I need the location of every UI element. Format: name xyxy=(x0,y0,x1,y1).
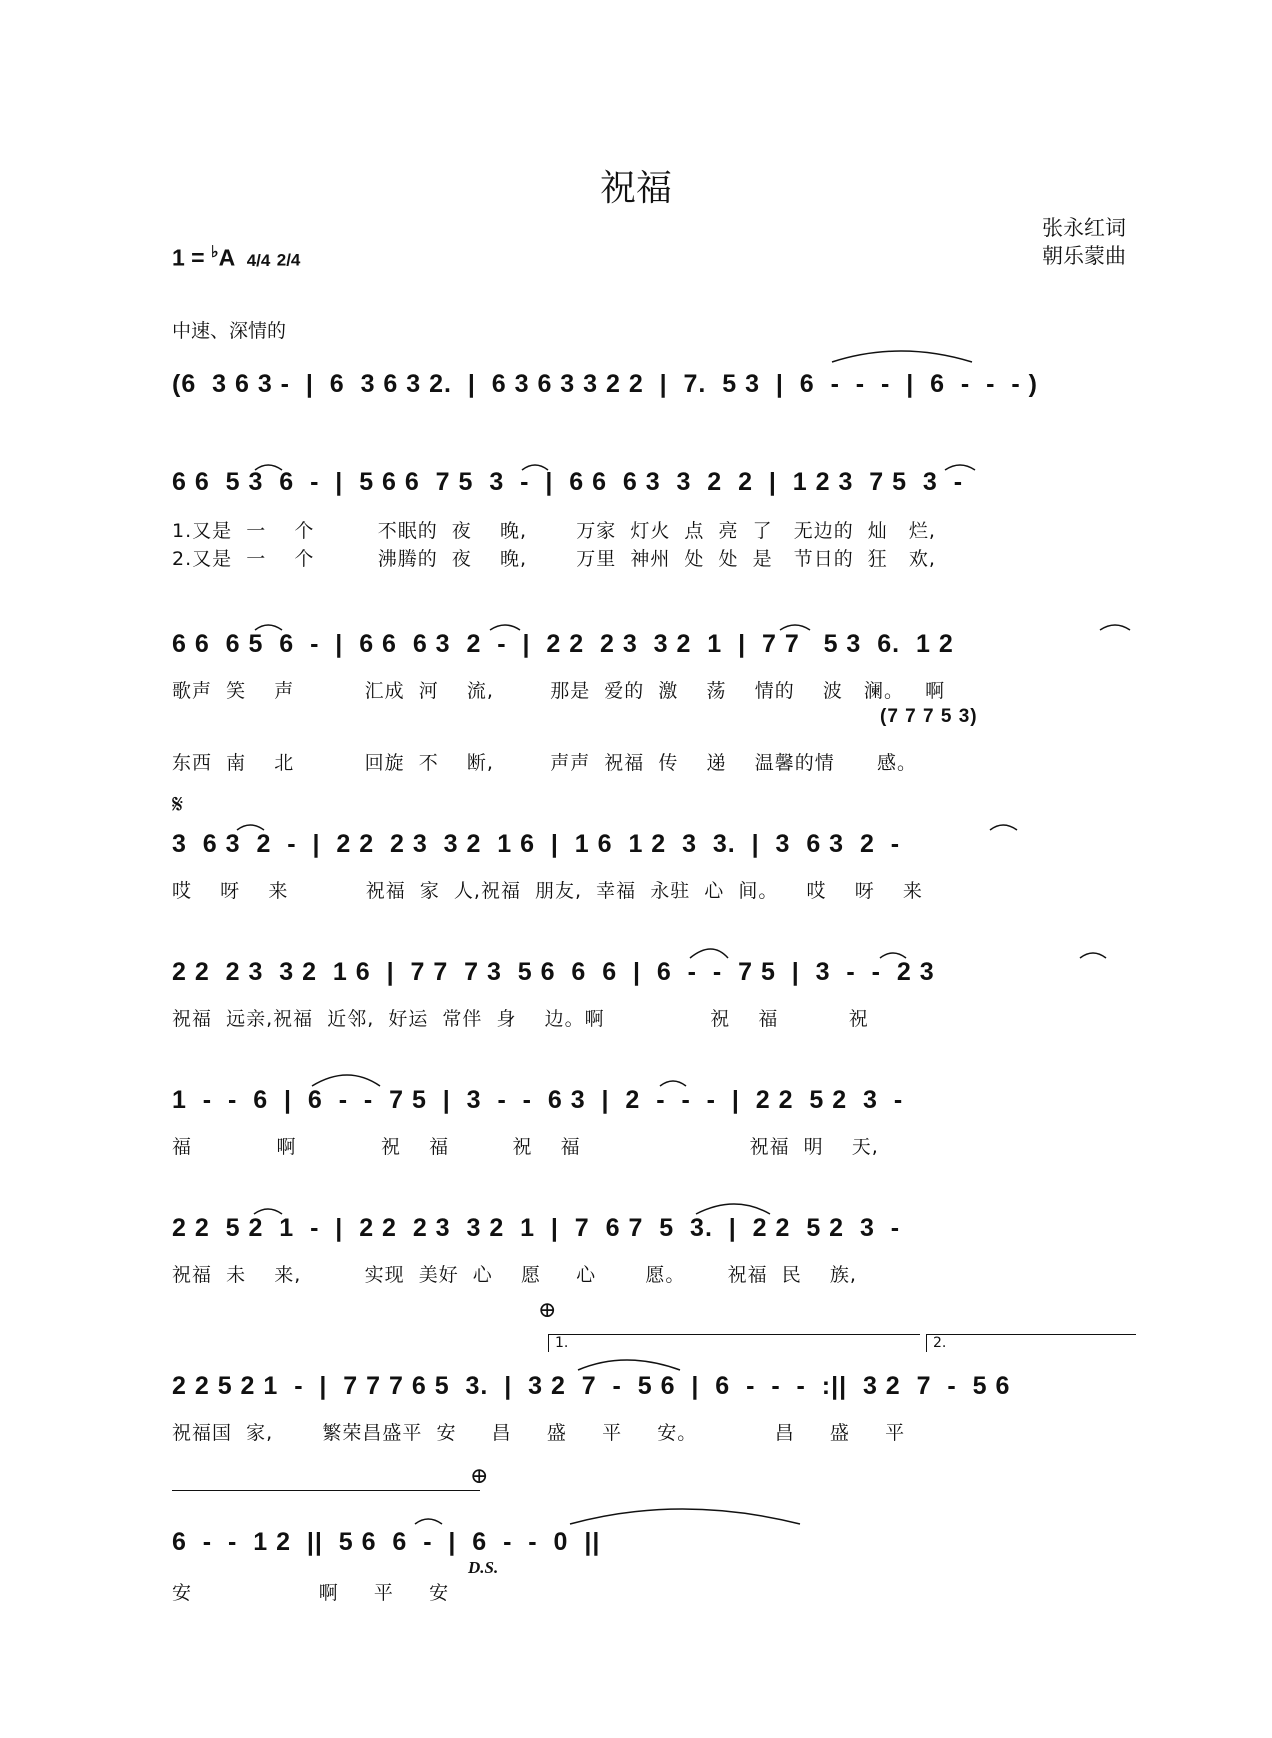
lyricist-credit: 张永红词 xyxy=(1042,216,1126,240)
volta-2: 2. xyxy=(926,1334,1136,1352)
lyrics-row-3-verse-1: 歌声 笑 声 汇成 河 流, 那是 爱的 激 荡 情的 波 澜。 啊 xyxy=(172,680,946,702)
notation-row-7: 2 2 5 2 1 - | 2 2 2 3 3 2 1 | 7 6 7 5 3. | 2 2 5 2 3 - xyxy=(172,1214,901,1242)
key-signature: 1 = ♭A 4/4 2/4 xyxy=(172,244,301,271)
dal-segno-mark: D.S. xyxy=(468,1558,499,1577)
lyrics-row-3-verse-2: 东西 南 北 回旋 不 断, 声声 祝福 传 递 温馨的情 感。 xyxy=(172,752,917,774)
lyrics-row-5: 祝福 远亲,祝福 近邻, 好运 常伴 身 边。啊 祝 福 祝 xyxy=(172,1008,869,1030)
segno-sign: 𝄋 xyxy=(172,790,184,820)
notation-row-3: 6 6 6 5 6 - | 6 6 6 3 2 - | 2 2 2 3 3 2 1 | 7 7 5 3 6. 1 2 xyxy=(172,630,954,658)
notation-row-1: (6 3 6 3 - | 6 3 6 3 2. | 6 3 6 3 3 2 2 | 7. 5 3 | 6 - - - | 6 - - - ) xyxy=(172,370,1038,398)
lyrics-row-8: 祝福国 家, 繁荣昌盛平 安 昌 盛 平 安。 昌 盛 平 xyxy=(172,1422,906,1444)
coda-line xyxy=(172,1490,480,1491)
composer-credit: 朝乐蒙曲 xyxy=(1042,244,1126,268)
lyrics-row-9: 安 啊 平 安 xyxy=(172,1582,450,1604)
notation-row-9: 6 - - 1 2 || 5 6 6 - | 6 - - 0 || xyxy=(172,1528,601,1556)
alternate-notes: (7 7 7 5 3) xyxy=(880,706,978,727)
time-signature-2: 2/4 xyxy=(276,250,301,270)
lyrics-row-4: 哎 呀 来 祝福 家 人,祝福 朋友, 幸福 永驻 心 间。 哎 呀 来 xyxy=(172,880,923,902)
page-title: 祝福 xyxy=(599,168,672,209)
volta-1: 1. xyxy=(548,1334,920,1352)
notation-row-4: 3 6 3 2 - | 2 2 2 3 3 2 1 6 | 1 6 1 2 3 3. | 3 6 3 2 - xyxy=(172,830,901,858)
lyrics-row-2-verse-1: 1.又是 一 个 不眠的 夜 晚, 万家 灯火 点 亮 了 无边的 灿 烂, xyxy=(172,520,936,542)
notation-row-8: 2 2 5 2 1 - | 7 7 7 6 5 3. | 3 2 7 - 5 6 | 6 - - - :|| 3 2 7 - 5 6 xyxy=(172,1372,1011,1400)
lyrics-row-6: 福 啊 祝 福 祝 福 祝福 明 天, xyxy=(172,1136,879,1158)
lyrics-row-7: 祝福 未 来, 实现 美好 心 愿 心 愿。 祝福 民 族, xyxy=(172,1264,857,1286)
coda-sign-1: ⊕ xyxy=(538,1298,557,1323)
notation-row-6: 1 - - 6 | 6 - - 7 5 | 3 - - 6 3 | 2 - - - | 2 2 5 2 3 - xyxy=(172,1086,904,1114)
notation-row-5: 2 2 2 3 3 2 1 6 | 7 7 7 3 5 6 6 6 | 6 - - 7 5 | 3 - - 2 3 xyxy=(172,958,935,986)
time-signature-1: 4/4 xyxy=(246,250,271,270)
lyrics-row-2-verse-2: 2.又是 一 个 沸腾的 夜 晚, 万里 神州 处 处 是 节日的 狂 欢, xyxy=(172,548,936,570)
tempo-marking: 中速、深情的 xyxy=(172,320,287,342)
coda-sign-2: ⊕ xyxy=(470,1464,489,1489)
notation-row-2: 6 6 5 3 6 - | 5 6 6 7 5 3 - | 6 6 6 3 3 2 2 | 1 2 3 7 5 3 - xyxy=(172,468,964,496)
